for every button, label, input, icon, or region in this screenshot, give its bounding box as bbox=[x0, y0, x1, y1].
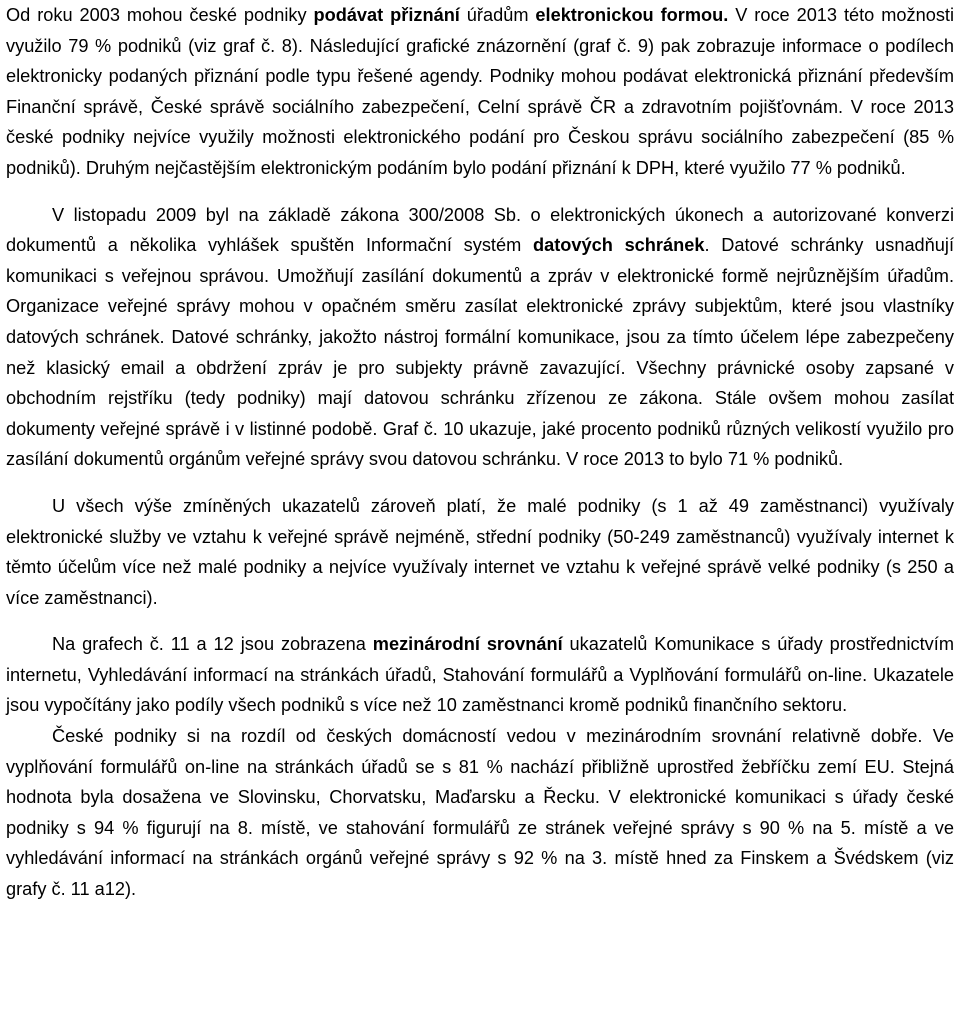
text-segment: Na grafech č. 11 a 12 jsou zobrazena bbox=[52, 634, 373, 655]
paragraph-electronic-filing bbox=[6, 0, 954, 184]
text-segment: V roce 2013 této možnosti využilo 79 % podniků (viz graf č. 8). Následující grafické znázornění (graf č. 9) pak zobrazuje informace o podílech elektronicky podaných přiznání podle typu řešené agendy. Podniky mohou podávat elektronická přiznání především Finanční správě, České správě sociálního zabezpečení, Celní správě ČR a zdravotním pojišťovnám. V roce 2013 české podniky nejvíce využily možnosti elektronického podání pro Českou správu sociálního zabezpečení (85 % podniků). Druhým nejčastějším elektronickým podáním bylo podání přiznání k DPH, které využilo 77 % podniků. bbox=[6, 5, 955, 178]
bold-segment: elektronickou formou. bbox=[535, 5, 729, 25]
text-segment: Od roku 2003 mohou české podniky bbox=[6, 5, 314, 25]
bold-segment: mezinárodní srovnání bbox=[372, 634, 563, 655]
text-segment: . Datové schránky usnadňují komunikaci s veřejnou správou. Umožňují zasílání dokumentů a zpráv v elektronické formě nejrůznějším úřadům. Organizace veřejné správy mohou v opačném směru zasílat elektronické zprávy subjektům, které jsou vlastníky datových schránek. Datové schránky, jakožto nástroj formální komunikace, jsou za tímto účelem lépe zabezpečeny než klasický email a obdržení zpráv je pro subjekty právně zavazující. Všechny právnické osoby zapsané v obchodním rejstříku (tedy podniky) mají datovou schránku zřízenou ze zákona. Stále ovšem mohou zasílat dokumenty veřejné správě i v listinné podobě. Graf č. 10 ukazuje, jaké procento podniků různých velikostí využilo pro zasílání dokumentů orgánům veřejné správy svou datovou schránku. V roce 2013 to bylo 71 % podniků. bbox=[6, 235, 955, 470]
bold-segment: datových schránek bbox=[532, 235, 705, 256]
paragraph-international-comparison bbox=[6, 629, 954, 721]
paragraph-data-boxes bbox=[6, 200, 954, 475]
text-segment: V listopadu 2009 byl na základě zákona 300/2008 Sb. o elektronických úkonech a autorizované konverzi dokumentů a několika vyhlášek spuštěn Informační systém bbox=[6, 204, 954, 256]
paragraph-czech-ranking bbox=[6, 721, 954, 905]
text-segment: České podniky si na rozdíl od českých domácností vedou v mezinárodním srovnání relativně dobře. Ve vyplňování formulářů on-line na stránkách úřadů se s 81 % nachází přibližně uprostřed žebříčku zemí EU. Stejná hodnota byla dosažena ve Slovinsku, Chorvatsku, Maďarsku a Řecku. V elektronické komunikaci s úřady české podniky s 94 % figurují na 8. místě, ve stahování formulářů ze stránek veřejné správy s 90 % na 5. místě a ve vyhledávání informací na stránkách orgánů veřejné správy s 92 % na 3. místě hned za Finskem a Švédskem (viz grafy č. 11 a12). bbox=[6, 726, 954, 900]
paragraph-company-size bbox=[6, 491, 954, 613]
bold-segment: podávat přiznání bbox=[313, 5, 460, 25]
text-segment: U všech výše zmíněných ukazatelů zároveň platí, že malé podniky (s 1 až 49 zaměstnanci) využívaly elektronické služby ve vztahu k veřejné správě nejméně, střední podniky (50-249 zaměstnanců) využívaly internet k těmto účelům více než malé podniky a nejvíce využívaly internet ve vztahu k veřejné správě velké podniky (s 250 a více zaměstnanci). bbox=[6, 495, 954, 608]
text-segment: úřadům bbox=[459, 5, 536, 25]
text-segment: ukazatelů Komunikace s úřady prostřednictvím internetu, Vyhledávání informací na stránkách úřadů, Stahování formulářů a Vyplňování formulářů on-line. Ukazatele jsou vypočítány jako podíly všech podniků s více než 10 zaměstnanci kromě podniků finančního sektoru. bbox=[6, 634, 954, 716]
document-page bbox=[6, 0, 954, 905]
